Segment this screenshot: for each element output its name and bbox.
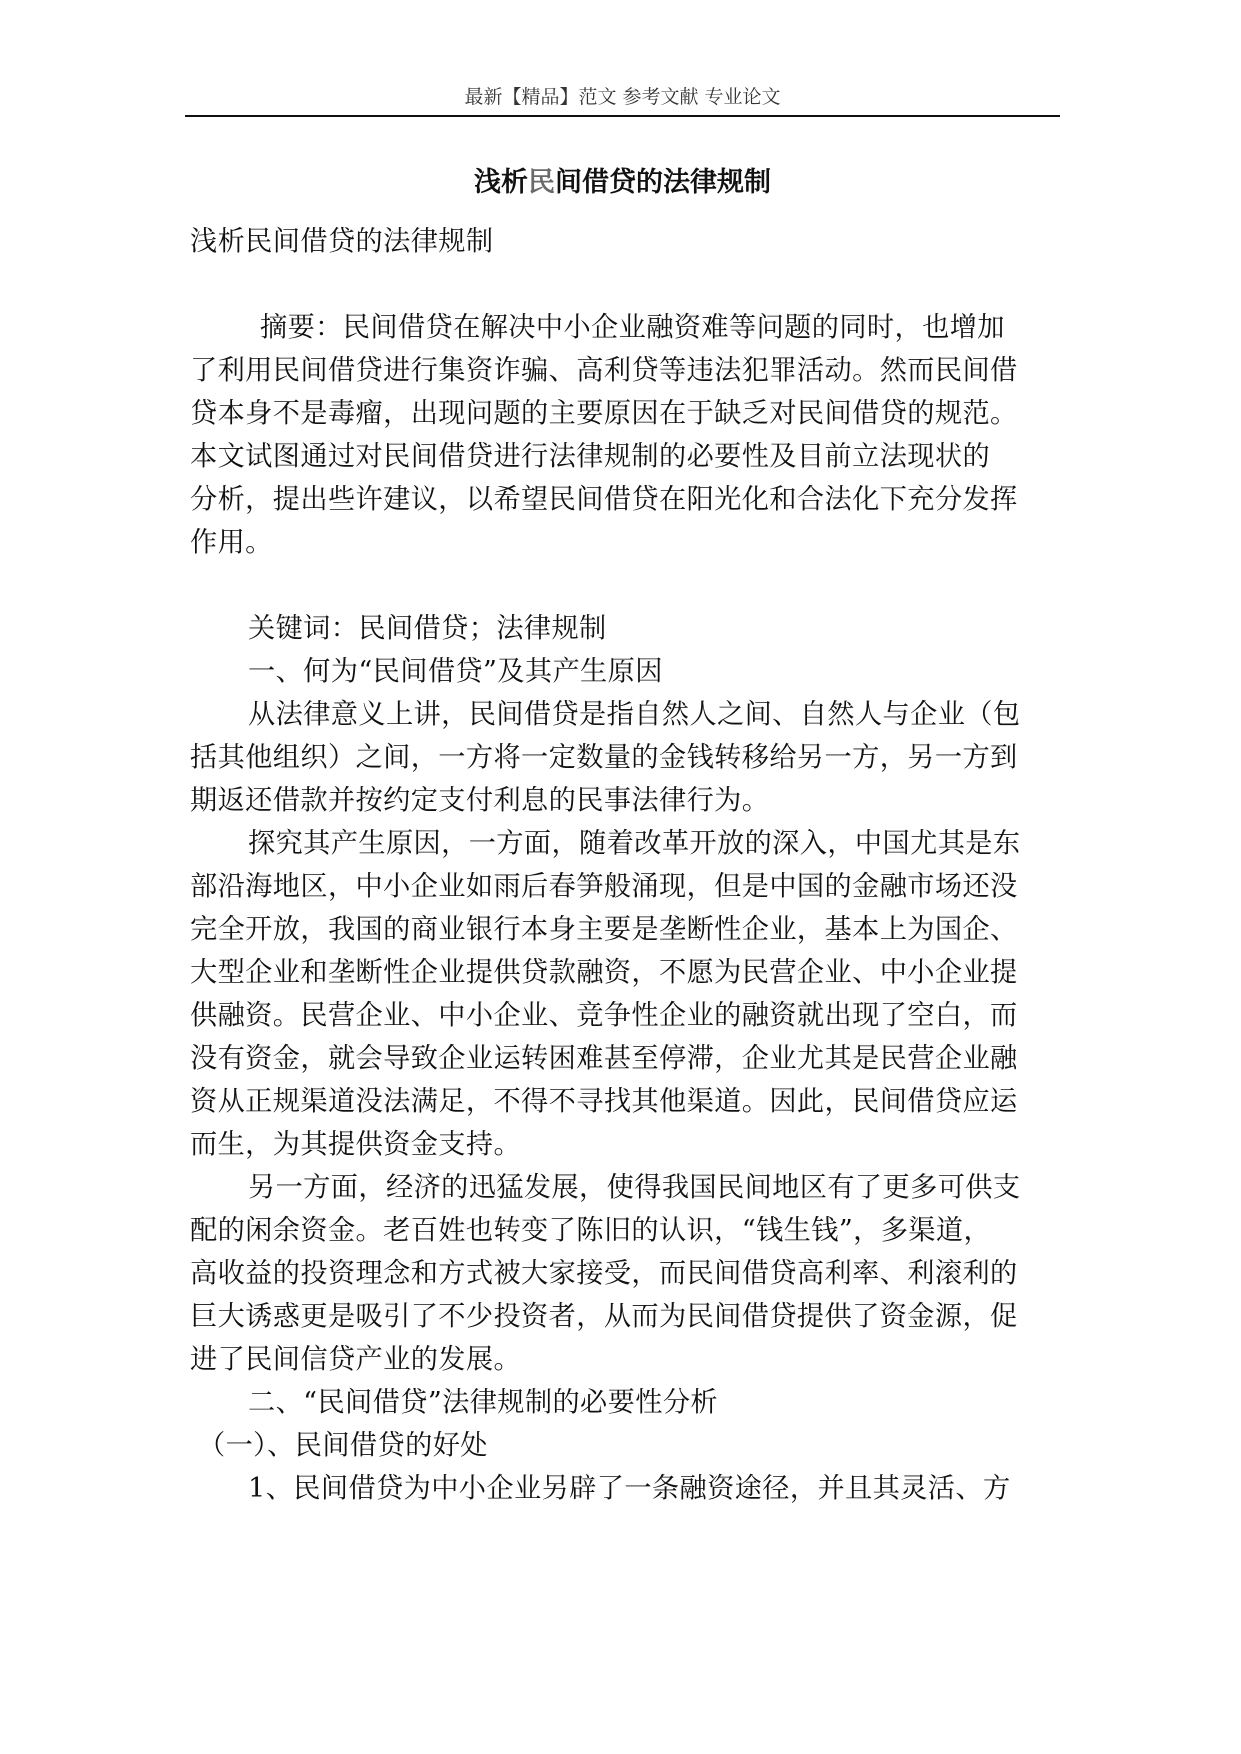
abstract-line: 分析，提出些许建议，以希望民间借贷在阳光化和合法化下充分发挥 [190, 484, 1018, 515]
section-2-heading: 二、“民间借贷”法律规制的必要性分析 [248, 1387, 718, 1418]
paragraph-line: 进了民间信贷产业的发展。 [190, 1344, 522, 1375]
paragraph-line: 期返还借款并按约定支付利息的民事法律行为。 [190, 785, 770, 816]
paragraph-line: 大型企业和垄断性企业提供贷款融资，不愿为民营企业、中小企业提 [190, 957, 1018, 988]
paragraph-line: 部沿海地区，中小企业如雨后春笋般涌现，但是中国的金融市场还没 [190, 871, 1018, 902]
paragraph-line: 探究其产生原因，一方面，随着改革开放的深入，中国尤其是东 [248, 828, 1021, 859]
abstract-line: 本文试图通过对民间借贷进行法律规制的必要性及目前立法现状的 [190, 441, 991, 472]
document-title [185, 165, 1060, 201]
subtitle: 浅析民间借贷的法律规制 [190, 226, 494, 257]
section-2-subheading: （一）、民间借贷的好处 [198, 1430, 488, 1461]
paragraph-line: 而生，为其提供资金支持。 [190, 1129, 522, 1160]
spacer [190, 564, 1060, 607]
title-part-after: 间借贷的法律规制 [555, 167, 771, 198]
paragraph-line: 从法律意义上讲，民间借贷是指自然人之间、自然人与企业（包 [248, 699, 1021, 730]
paragraph-line: 没有资金，就会导致企业运转困难甚至停滞，企业尤其是民营企业融 [190, 1043, 1018, 1074]
title-part-highlight: 民 [528, 167, 555, 198]
abstract-line: 摘要：民间借贷在解决中小企业融资难等问题的同时，也增加 [260, 312, 1005, 343]
document-body [190, 220, 1060, 1510]
section-1-heading: 一、何为“民间借贷”及其产生原因 [248, 656, 663, 687]
spacer [190, 263, 1060, 306]
paragraph-line: 巨大诱惑更是吸引了不少投资者，从而为民间借贷提供了资金源，促 [190, 1301, 1018, 1332]
paragraph-line: 另一方面，经济的迅猛发展，使得我国民间地区有了更多可供支 [248, 1172, 1021, 1203]
paragraph-line: 资从正规渠道没法满足，不得不寻找其他渠道。因此，民间借贷应运 [190, 1086, 1018, 1117]
paragraph-line: 完全开放，我国的商业银行本身主要是垄断性企业，基本上为国企、 [190, 914, 1018, 945]
abstract-line: 贷本身不是毒瘤，出现问题的主要原因在于缺乏对民间借贷的规范。 [190, 398, 1018, 429]
paragraph-line: 配的闲余资金。老百姓也转变了陈旧的认识，“钱生钱”，多渠道， [190, 1215, 992, 1246]
title-part-before: 浅析 [474, 167, 528, 198]
abstract-line: 作用。 [190, 527, 273, 558]
abstract-line: 了利用民间借贷进行集资诈骗、高利贷等违法犯罪活动。然而民间借 [190, 355, 1018, 386]
list-item: 1、民间借贷为中小企业另辟了一条融资途径，并且其灵活、方 [248, 1473, 1011, 1504]
keywords: 关键词：民间借贷；法律规制 [248, 613, 607, 644]
paragraph-line: 供融资。民营企业、中小企业、竞争性企业的融资就出现了空白，而 [190, 1000, 1018, 1031]
paragraph-line: 括其他组织）之间，一方将一定数量的金钱转移给另一方，另一方到 [190, 742, 1018, 773]
paragraph-line: 高收益的投资理念和方式被大家接受，而民间借贷高利率、利滚利的 [190, 1258, 1018, 1289]
header-rule [185, 115, 1060, 117]
page-header: 最新【精品】范文 参考文献 专业论文 [464, 86, 781, 108]
